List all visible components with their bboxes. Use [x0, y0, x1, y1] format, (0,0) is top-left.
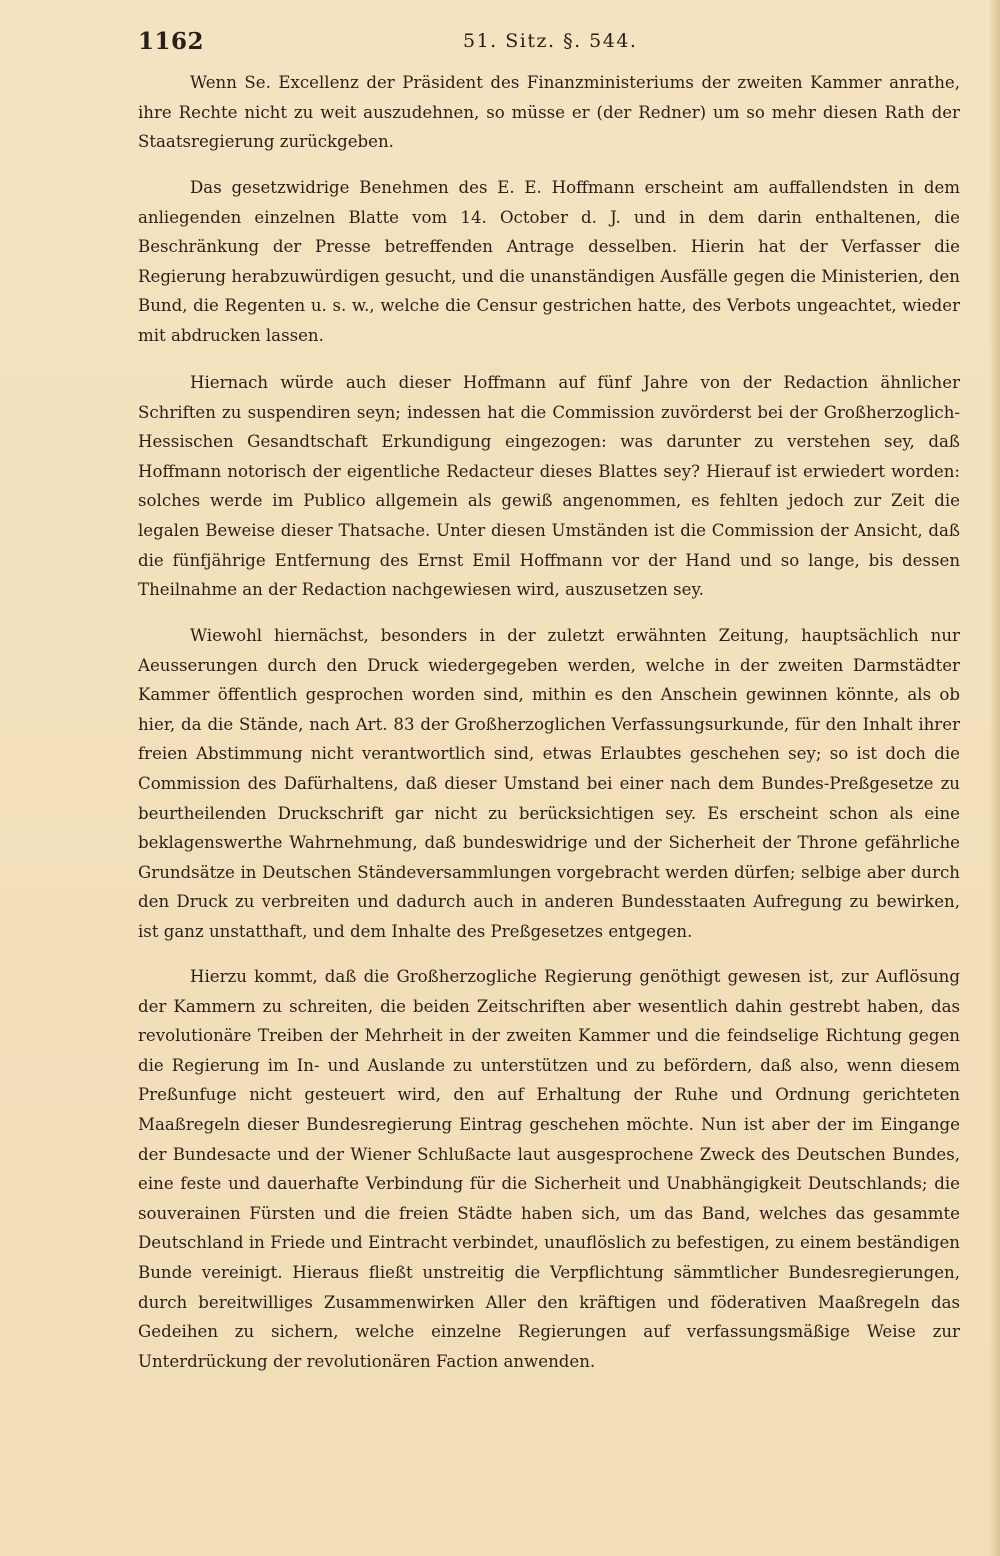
running-head: 51. Sitz. §. 544. — [463, 30, 638, 52]
paragraph-4: Wiewohl hiernächst, besonders in der zuletzt erwähnten Zeitung, hauptsächlich nur Aeusserungen durch den Druck wiedergegeben werden, welche in der zweiten Darmstädter Kammer öffentlich gesprochen worden sind, mithin es den Anschein gewinnen könnte, als ob hier, da die Stände, nach Art. 83 der Großherzoglichen Verfassungsurkunde, für den Inhalt ihrer freien Abstimmung nicht verantwortlich sind, etwas Erlaubtes geschehen sey; so ist doch die Commission des Dafürhaltens, daß dieser Umstand bei einer nach dem Bundes-Preßgesetze zu beurtheilenden Druckschrift gar nicht zu berücksichtigen sey. Es erscheint schon als eine beklagenswerthe Wahrnehmung, daß bundeswidrige und der Sicherheit der Throne gefährliche Grundsätze in Deutschen Ständeversammlungen vorgebracht werden dürfen; selbige aber durch den Druck zu verbreiten und dadurch auch in anderen Bundesstaaten Aufregung zu bewirken, ist ganz unstatthaft, und dem Inhalte des Preßgesetzes entgegen. — [138, 626, 960, 941]
paragraph-3: Hiernach würde auch dieser Hoffmann auf fünf Jahre von der Redaction ähnlicher Schriften zu suspendiren seyn; indessen hat die Commission zuvörderst bei der Großherzoglich-Hessischen Gesandtschaft Erkundigung eingezogen: was darunter zu verstehen sey, daß Hoffmann notorisch der eigentliche Redacteur dieses Blattes sey? Hierauf ist erwiedert worden: solches werde im Publico allgemein als gewiß angenommen, es fehlten jedoch zur Zeit die legalen Beweise dieser Thatsache. Unter diesen Umständen ist die Commission der Ansicht, daß die fünfjährige Entfernung des Ernst Emil Hoffmann vor der Hand und so lange, bis dessen Theilnahme an der Redaction nachgewiesen wird, auszusetzen sey. — [138, 373, 960, 600]
page-edge — [990, 0, 1000, 1556]
paragraph-1: Wenn Se. Excellenz der Präsident des Finanzministeriums der zweiten Kammer anrathe, ihre Rechte nicht zu weit auszudehnen, so müsse er (der Redner) um so mehr diesen Rath der Staatsregierung zurückgeben. — [138, 73, 960, 152]
page-header — [138, 28, 960, 60]
paragraph-5: Hierzu kommt, daß die Großherzogliche Regierung genöthigt gewesen ist, zur Auflösung der Kammern zu schreiten, die beiden Zeitschriften aber wesentlich dahin gestrebt haben, das revolutionäre Treiben der Mehrheit in der zweiten Kammer und die feindselige Richtung gegen die Regierung im In- und Auslande zu unterstützen und zu befördern, daß also, wenn diesem Preßunfuge nicht gesteuert wird, den auf Erhaltung der Ruhe und Ordnung gerichteten Maaßregeln dieser Bundesregierung Eintrag geschehen möchte. Nun ist aber der im Eingange der Bundesacte und der Wiener Schlußacte laut ausgesprochene Zweck des Deutschen Bundes, eine feste und dauerhafte Verbindung für die Sicherheit und Unabhängigkeit Deutschlands; die souverainen Fürsten und die freien Städte haben sich, um das Band, welches das gesammte Deutschland in Friede und Eintracht verbindet, unauflöslich zu befestigen, zu einem beständigen Bunde vereinigt. Hieraus fließt unstreitig die Verpflichtung sämmtlicher Bundesregierungen, durch bereitwilliges Zusammenwirken Aller den kräftigen und föderativen Maaßregeln das Gedeihen zu sichern, welche einzelne Regierungen auf verfassungsmäßige Weise zur Unterdrückung der revolutionären Faction anwenden. — [138, 967, 960, 1371]
paragraph-2: Das gesetzwidrige Benehmen des E. E. Hoffmann erscheint am auffallendsten in dem anliegenden einzelnen Blatte vom 14. October d. J. und in dem darin enthaltenen, die Beschränkung der Presse betreffenden Antrage desselben. Hierin hat der Verfasser die Regierung herabzuwürdigen gesucht, und die unanständigen Ausfälle gegen die Ministerien, den Bund, die Regenten u. s. w., welche die Censur gestrichen hatte, des Verbots ungeachtet, wieder mit abdrucken lassen. — [138, 178, 960, 345]
page-number: 1162 — [138, 28, 205, 55]
